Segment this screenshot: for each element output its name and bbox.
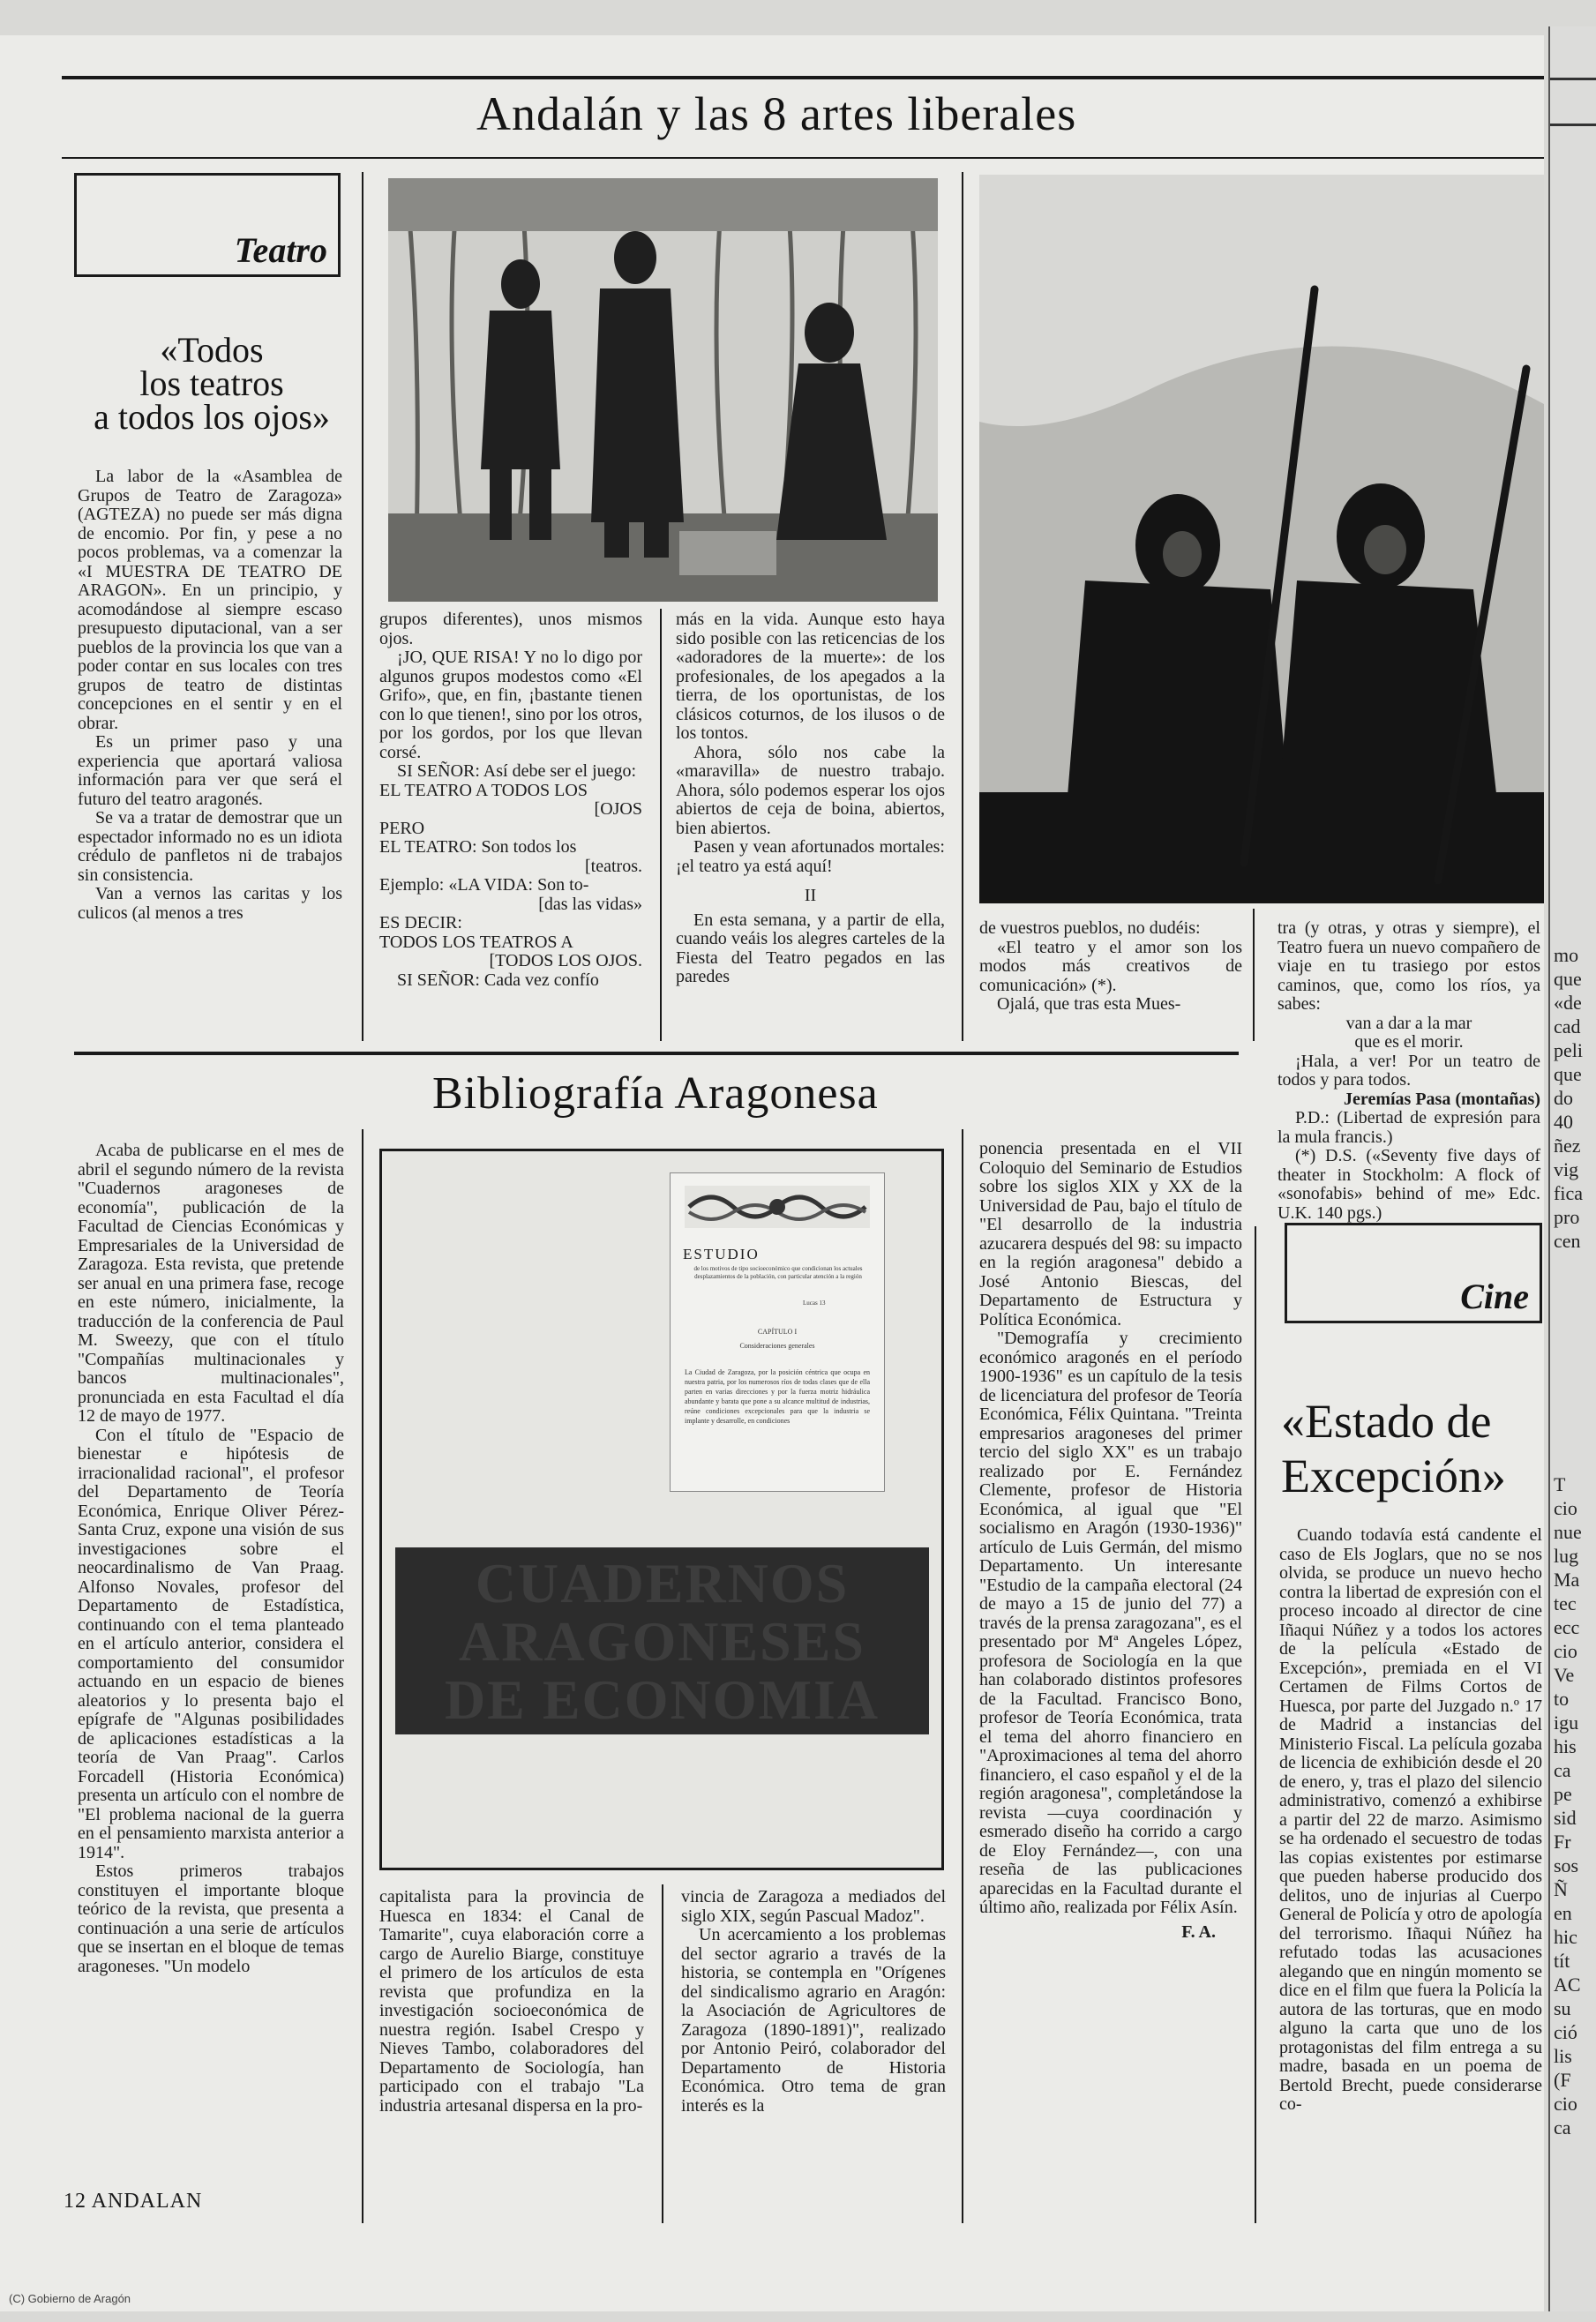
column-divider: [362, 1129, 363, 2223]
edge-rule: [1550, 78, 1596, 80]
verse-line: [das las vidas»: [538, 894, 642, 914]
adjacent-page-edge: [1548, 26, 1596, 2311]
paragraph: ¡Hala, a ver! Por un teatro de todos y para todos.: [1278, 1051, 1540, 1090]
banner-line: DE ECONOMIA: [444, 1668, 880, 1731]
edge-fragment: Ñ: [1554, 1878, 1568, 1900]
paragraph: capitalista para la provincia de Huesca en 1834: el Canal de Tamarite", cuya elaboración corre a cargo de Aurelio Biarge, constituye el primero de los artículos de esta revista que profundiza en la investigación socioeconómica de nuestra región. Isabel Crespo y Nieves Tambo, colaboradores del Departamento de Sociología, han participado con el trabajo "La industria artesanal dispersa en la pro-: [379, 1887, 644, 2116]
paragraph: (*) D.S. («Seventy five days of theater in Stockholm: A flock of «sonofabis» behind of me» Edc. U.K. 140 pgs.): [1278, 1146, 1540, 1223]
verse-line: TODOS LOS TEATROS A: [379, 932, 573, 952]
paragraph: SI SEÑOR: Cada vez confío: [397, 970, 599, 990]
cine-label: Cine: [1460, 1277, 1529, 1316]
bibliografia-column-1: [78, 1142, 344, 1976]
paragraph: Se va a tratar de demostrar que un espectador informado no es un idiota crédulo de panfletos ni de trabajos sin consistencia.: [78, 808, 342, 885]
paragraph: grupos diferentes), unos mismos ojos.: [379, 610, 642, 648]
paragraph: Un acercamiento a los problemas del sector agrario a través de la historia, se contempla en "Orígenes del sindicalismo agrario en Aragón: la Asociación de Agricultores de Zaragoza (1890-1891)", realizado por Antonio Peiró, colaborador del Departamento de Historia Económica. Otro tema de gran interés es la: [681, 1925, 946, 2116]
column-divider: [362, 172, 363, 1041]
bibliografia-top-rule: [74, 1052, 1239, 1055]
cover-chapter: CAPÍTULO I: [757, 1328, 798, 1336]
paragraph: más en la vida. Aunque esto haya sido posible con las reticencias de los «adoradores de la muerte»: de los profesionales, de los apegados a la tierra, de los oportunistas, de los clásicos coturnos, de los ilusos o de los tontos.: [676, 610, 945, 743]
verse-line: [teatros.: [585, 856, 642, 876]
paragraph: ¡JO, QUE RISA! Y no lo digo por algunos grupos modestos como «El Grifo», que, en fin, ¡bastante tienen con lo que tienen!, sino por los otros, por los gordos, por los que llevan corsé.: [379, 648, 642, 762]
verse-line: ES DECIR:: [379, 913, 462, 933]
verse-line: EL TEATRO: Son todos los: [379, 837, 577, 857]
edge-fragment: AC: [1554, 1974, 1581, 1996]
paragraph: Van a vernos las caritas y los culicos (al menos a tres: [78, 884, 342, 923]
edge-fragment: hic: [1554, 1926, 1577, 1948]
column-divider: [662, 1884, 663, 2223]
paragraph: En esta semana, y a partir de ella, cuando veáis los alegres carteles de la Fiesta del Teatro pegados en las paredes: [676, 910, 945, 986]
column-divider: [1255, 1226, 1256, 2223]
bibliografia-column-3: [681, 1888, 946, 2116]
edge-fragment: his: [1554, 1735, 1577, 1757]
paragraph: "Demografía y crecimiento económico aragonés en el período 1900-1936" es un capítulo de la tesis de licenciatura del profesor de Teoría Económica, Félix Quintana. "Treinta empresarios aragoneses del primer tercio del siglo XX" es un trabajo realizado por E. Fernández Clemente, profesor de Historia Económica, al igual que "El socialismo en Aragón (1930-1936)" artículo de Luis Germán, del mismo Departamento. Un interesante "Estudio de la campaña electoral (24 de mayo a 15 de junio del 77) a través de la prensa zaragozana", es el presentado por Mª Angeles López, profesora de Sociología en la que han colaborado distintos profesores de la Facultad. Francisco Bono, profesor de Teoría Económica, trata el tema del ahorro financiero en "Aproximaciones al tema del ahorro financiero, el caso español y el de la región aragonesa", completándose la revista —cuya coordinación y esmerado diseño ha corrido a cargo de Eloy Fernández—, con una reseña de las publicaciones aparecidas en la Facultad durante el último año, realizada por Félix Asín.: [979, 1329, 1242, 1917]
edge-fragment: T: [1554, 1473, 1566, 1495]
paragraph: vincia de Zaragoza a mediados del siglo XIX, según Pascual Madoz".: [681, 1887, 946, 1926]
paragraph: Acaba de publicarse en el mes de abril el segundo número de la revista "Cuadernos aragoneses de economía", publicación de la Facultad de Ciencias Económicas y Empresariales de la Universidad de Zaragoza. Esta revista, que pretende ser anual en una primera fase, recoge en este número, inicialmente, la traducción de la conferencia de Paul M. Sweezy, que con el título "Compañías multinacionales y bancos multinacionales", pronunciada en esta Facultad el día 12 de mayo de 1977.: [78, 1141, 344, 1426]
paragraph: Pasen y vean afortunados mortales: ¡el teatro ya está aquí!: [676, 837, 945, 876]
edge-fragment: nue: [1554, 1521, 1582, 1543]
cine-label-box: [1285, 1223, 1542, 1323]
edge-fragment: peli: [1554, 1039, 1583, 1061]
paragraph: Ahora, sólo nos cabe la «maravilla» de nuestro trabajo. Ahora, sólo podemos esperar los ojos abiertos de ceja de boina, abiertos, bien abiertos.: [676, 742, 945, 838]
verse-line: [TODOS LOS OJOS.: [489, 951, 642, 970]
edge-fragment: su: [1554, 1997, 1571, 2019]
edge-fragment: Fr: [1554, 1831, 1571, 1853]
magazine-cover-banner: [395, 1547, 929, 1734]
cover-epigraph: Lucas 13: [803, 1300, 826, 1307]
edge-fragment: tec: [1554, 1592, 1577, 1614]
column-divider: [1253, 909, 1255, 1041]
copyright-credit: (C) Gobierno de Aragón: [9, 2292, 131, 2305]
edge-fragment: pro: [1554, 1206, 1580, 1228]
teatro-label: Teatro: [234, 230, 327, 270]
teatro-column-5: [1278, 919, 1540, 1223]
edge-fragment: ecc: [1554, 1616, 1580, 1638]
paragraph: «El teatro y el amor son los modos más creativos de comunicación» (*).: [979, 937, 1242, 995]
newspaper-page: [0, 35, 1544, 2311]
ornament-icon: [685, 1186, 870, 1228]
paragraph: P.D.: (Libertad de expresión para la mula francis.): [1278, 1108, 1540, 1147]
paragraph: tra (y otras, y otras y siempre), el Teatro fuera un nuevo compañero de viaje en tu trasiego por estos caminos, que, como los ríos, ya sabes:: [1278, 918, 1540, 1014]
edge-fragment: lis: [1554, 2045, 1572, 2067]
edge-fragment: cad: [1554, 1015, 1581, 1037]
title-rule: [62, 157, 1544, 159]
edge-fragment: ca: [1554, 2116, 1571, 2138]
paragraph: Ojalá, que tras esta Mues-: [997, 994, 1181, 1014]
edge-fragment: ció: [1554, 2021, 1577, 2043]
edge-fragment: cio: [1554, 1640, 1577, 1662]
teatro-column-1: [78, 468, 342, 923]
column-divider: [962, 172, 963, 1041]
edge-rule: [1550, 124, 1596, 126]
edge-fragment: tít: [1554, 1950, 1570, 1972]
verse-line: que es el morir.: [1354, 1032, 1464, 1052]
teatro-headline-line: los teatros: [139, 363, 284, 403]
edge-fragment: Ve: [1554, 1664, 1575, 1686]
verse-line: PERO: [379, 818, 425, 838]
teatro-column-2: [379, 610, 642, 990]
verse-line: Ejemplo: «LA VIDA: Son to-: [379, 875, 589, 895]
magazine-page-image: [671, 1173, 884, 1491]
paragraph: ponencia presentada en el VII Coloquio del Seminario de Estudios sobre los siglos XIX y XX de la Universidad de Pau, bajo el título de "El desarrollo de la industria azucarera después del 98: su impacto en la región aragonesa" debido a José Antonio Biescas, del Departamento de Estructura y Política Económica.: [979, 1139, 1242, 1330]
paragraph: La labor de la «Asamblea de Grupos de Teatro de Zaragoza» (AGTEZA) no puede ser más digna de encomio. Por fin, y pese a no pocos problemas, va a comenzar la «I MUESTRA DE TEATRO DE ARAGON». En un principio, y acomodándose al siempre escaso presupuesto diputacional, van a ser pueblos de la provincia los que van a poder contar en sus locales con tres grupos de teatro de distintas concepciones en el sentir y en el obrar.: [78, 467, 342, 733]
section-numeral: II: [804, 886, 817, 905]
bibliografia-title: Bibliografía Aragonesa: [432, 1068, 879, 1119]
cover-body: La Ciudad de Zaragoza, por la posición céntrica que ocupa en nuestra patria, por los numerosos ríos de todas clases que de ella parten en varias direcciones y por la fuerza motriz hidráulica abundante y barata que pone a su alcance multitud de industrias, reúne condiciones excepcionales para que la industria se implante y desarrolle, en condiciones: [685, 1368, 870, 1425]
page-footer: 12 ANDALAN: [64, 2190, 203, 2213]
edge-fragment: que: [1554, 1063, 1582, 1085]
edge-fragment: do: [1554, 1087, 1573, 1109]
edge-fragment: que: [1554, 968, 1582, 990]
bibliografia-column-4: [979, 1140, 1242, 1942]
paragraph: Con el título de "Espacio de bienestar e hipótesis de irracionalidad racional", el profesor del Departamento de Teoría Económica, Enrique Oliver Pérez-Santa Cruz, expone una visión de sus investigaciones sobre el neocardinalismo de Van Praag. Alfonso Novales, profesor del Departamento de Estadística, continuando con el tema planteado en el artículo anterior, considera el comportamiento del consumidor actuando en un espacio de bienes aleatorios y lo presenta bajo el epígrafe de "Algunas posibilidades de aplicaciones estadísticas a la teoría de Van Praag". Carlos Forcadell (Historia Económica) presenta un artículo con el nombre de "El problema nacional de la guerra en el pensamiento marxista anterior a 1914".: [78, 1425, 344, 1862]
section-title: Andalán y las 8 artes liberales: [476, 87, 1077, 140]
edge-fragment: ñez: [1554, 1135, 1581, 1157]
verse-line: van a dar a la mar: [1345, 1013, 1472, 1033]
verse-line: [OJOS: [594, 799, 642, 819]
edge-fragment: vig: [1554, 1158, 1579, 1180]
bibliografia-column-2: [379, 1888, 644, 2116]
column-divider: [660, 609, 662, 1041]
edge-fragment: mo: [1554, 944, 1579, 966]
cover-title: ESTUDIO: [683, 1246, 760, 1262]
author-signature: F. A.: [1181, 1921, 1216, 1942]
edge-fragment: igu: [1554, 1712, 1579, 1734]
paragraph: Es un primer paso y una experiencia que aportará valiosa información para ver que será el futuro del teatro aragonés.: [78, 732, 342, 809]
edge-fragment: to: [1554, 1688, 1570, 1710]
top-rule: [62, 76, 1544, 79]
teatro-column-4: [979, 919, 1242, 1015]
paragraph: de vuestros pueblos, no dudéis:: [979, 918, 1201, 938]
edge-fragment: sid: [1554, 1807, 1577, 1829]
cine-headline-line: «Estado de: [1281, 1395, 1492, 1448]
paragraph: Cuando todavía está candente el caso de Els Joglars, que no se nos olvida, se produce un nuevo hecho contra la libertad de expresión con el proceso incoado al director de cine Iñaqui Núñez y a todos los actores de la película «Estado de Excepción», premiada en el VI Certamen de Films Cortos de Huesca, por parte del Juzgado n.º 17 de Madrid a instancias del Ministerio Fiscal. La película gozaba de licencia de exhibición desde el 20 de enero, y, tras el plazo del silencio administrativo, comenzó a exhibirse a partir del 22 de marzo. Asimismo se ha ordenado el secuestro de todas las copias existentes por estimarse que pueden haberse producido dos delitos, uno de injurias al Cuerpo General de Policía y otro de apología del terrorismo. Iñaqui Núñez ha refutado todas las acusaciones alegando que en ningún momento se dice en el film que fuera la Policía la autora de las torturas, que en modo alguno la carta que uno de los protagonistas del film entrega a su madre, basada en un poema de Bertold Brecht, puede considerarse co-: [1279, 1525, 1542, 2114]
edge-fragment: en: [1554, 1902, 1572, 1924]
edge-fragment: (F: [1554, 2069, 1571, 2091]
verse-line: EL TEATRO A TODOS LOS: [379, 780, 588, 800]
cine-headline-line: Excepción»: [1281, 1449, 1506, 1502]
cine-headline: [1281, 1394, 1544, 1503]
column-divider: [962, 1129, 963, 2223]
banner-line: ARAGONESES: [459, 1610, 865, 1673]
teatro-actors-photo: [979, 175, 1544, 903]
edge-fragment: sos: [1554, 1854, 1579, 1876]
teatro-headline: [71, 330, 353, 437]
paragraph: Estos primeros trabajos constituyen el importante bloque teórico de la revista, que presenta a continuación a una serie de artículos que se insertan en el bloque de temas aragoneses. "Un modelo: [78, 1861, 344, 1976]
teatro-stage-photo: [388, 178, 938, 602]
teatro-column-3: [676, 610, 945, 987]
edge-fragment: lug: [1554, 1545, 1579, 1567]
edge-fragment: pe: [1554, 1783, 1572, 1805]
edge-fragment: ca: [1554, 1759, 1571, 1781]
edge-fragment: cen: [1554, 1230, 1581, 1252]
edge-fragment: «de: [1554, 992, 1582, 1014]
edge-fragment: cio: [1554, 2093, 1577, 2115]
edge-fragment: fica: [1554, 1182, 1583, 1204]
edge-fragment: Ma: [1554, 1569, 1580, 1591]
teatro-headline-line: a todos los ojos»: [94, 397, 330, 437]
cover-subtitle: de los motivos de tipo socioeconómico que condicionan los actuales desplazamientos de la población, con particular atención a la región: [693, 1265, 863, 1280]
author-signature: Jeremías Pasa (montañas): [1344, 1089, 1540, 1109]
paragraph: SI SEÑOR: Así debe ser el juego:: [397, 761, 637, 781]
cover-chapter-title: Consideraciones generales: [739, 1342, 815, 1350]
banner-line: CUADERNOS: [475, 1552, 850, 1614]
teatro-headline-line: «Todos: [160, 330, 264, 370]
teatro-label-box: [74, 173, 341, 277]
edge-fragment: cio: [1554, 1497, 1577, 1519]
cine-column: [1279, 1526, 1542, 2115]
edge-fragment: 40: [1554, 1111, 1573, 1133]
